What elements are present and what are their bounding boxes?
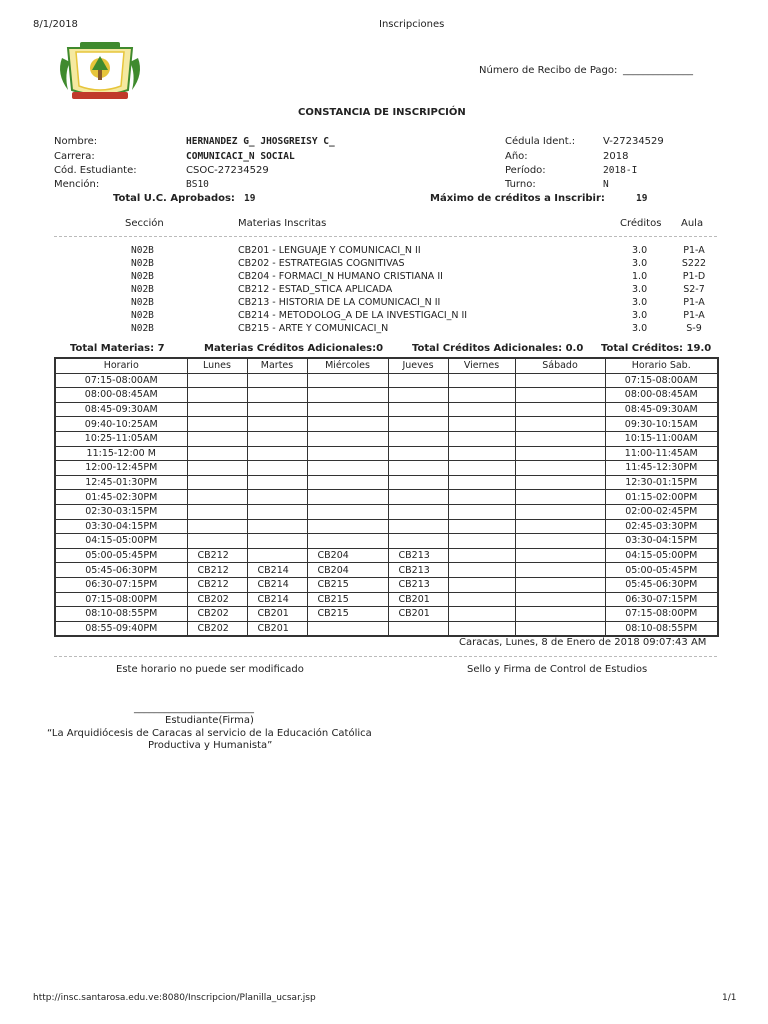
schedule-row bbox=[55, 548, 718, 563]
schedule-cell: CB201 bbox=[247, 621, 307, 636]
schedule-row bbox=[55, 607, 718, 622]
schedule-cell bbox=[515, 373, 605, 388]
schedule-cell bbox=[448, 402, 515, 417]
mencion-label: Mención: bbox=[54, 179, 100, 190]
schedule-col-header: Jueves bbox=[388, 358, 448, 373]
schedule-cell bbox=[515, 446, 605, 461]
schedule-cell bbox=[448, 373, 515, 388]
schedule-row bbox=[55, 621, 718, 636]
print-title: Inscripciones bbox=[379, 19, 445, 30]
periodo-value: 2018-I bbox=[603, 165, 638, 176]
schedule-cell bbox=[247, 548, 307, 563]
schedule-row bbox=[55, 431, 718, 446]
schedule-cell bbox=[247, 402, 307, 417]
turno-label: Turno: bbox=[505, 179, 536, 190]
schedule-time-sabado: 06:30-07:15PM bbox=[605, 592, 718, 607]
firma-label: Estudiante(Firma) bbox=[165, 715, 254, 726]
schedule-cell bbox=[307, 621, 388, 636]
schedule-cell bbox=[388, 417, 448, 432]
schedule-cell bbox=[247, 417, 307, 432]
schedule-time: 03:30-04:15PM bbox=[55, 519, 187, 534]
schedule-cell bbox=[247, 388, 307, 403]
schedule-time: 05:00-05:45PM bbox=[55, 548, 187, 563]
schedule-row bbox=[55, 490, 718, 505]
schedule-time-sabado: 02:00-02:45PM bbox=[605, 504, 718, 519]
course-creditos: 3.0 bbox=[632, 284, 648, 295]
schedule-cell bbox=[247, 475, 307, 490]
schedule-cell bbox=[515, 461, 605, 476]
schedule-cell bbox=[247, 534, 307, 549]
schedule-time: 02:30-03:15PM bbox=[55, 504, 187, 519]
course-materia: CB202 - ESTRATEGIAS COGNITIVAS bbox=[238, 258, 405, 269]
schedule-cell: CB214 bbox=[247, 577, 307, 592]
schedule-time-sabado: 05:45-06:30PM bbox=[605, 577, 718, 592]
course-seccion: N02B bbox=[131, 245, 154, 256]
total-uc-value: 19 bbox=[244, 193, 256, 204]
schedule-col-header: Lunes bbox=[187, 358, 247, 373]
cedula-label: Cédula Ident.: bbox=[505, 136, 576, 147]
schedule-cell bbox=[187, 534, 247, 549]
schedule-cell bbox=[515, 519, 605, 534]
schedule-col-header: Sábado bbox=[515, 358, 605, 373]
schedule-cell: CB215 bbox=[307, 577, 388, 592]
schedule-time-sabado: 07:15-08:00PM bbox=[605, 607, 718, 622]
schedule-cell bbox=[307, 475, 388, 490]
max-creditos-value: 19 bbox=[636, 193, 648, 204]
schedule-cell bbox=[388, 431, 448, 446]
schedule-cell bbox=[307, 402, 388, 417]
course-creditos: 3.0 bbox=[632, 323, 648, 334]
schedule-cell bbox=[247, 461, 307, 476]
schedule-row bbox=[55, 577, 718, 592]
schedule-cell: CB202 bbox=[187, 592, 247, 607]
schedule-cell bbox=[448, 548, 515, 563]
schedule-row bbox=[55, 592, 718, 607]
schedule-cell bbox=[307, 373, 388, 388]
schedule-time: 06:30-07:15PM bbox=[55, 577, 187, 592]
schedule-time: 07:15-08:00AM bbox=[55, 373, 187, 388]
course-aula-list bbox=[679, 244, 709, 335]
course-seccion: N02B bbox=[131, 271, 154, 282]
anio-value: 2018 bbox=[603, 151, 629, 162]
schedule-col-header: Martes bbox=[247, 358, 307, 373]
course-seccion: N02B bbox=[131, 284, 154, 295]
schedule-cell bbox=[515, 431, 605, 446]
schedule-cell bbox=[307, 490, 388, 505]
total-creditos: Total Créditos: 19.0 bbox=[601, 343, 712, 354]
schedule-time-sabado: 08:45-09:30AM bbox=[605, 402, 718, 417]
schedule-time: 07:15-08:00PM bbox=[55, 592, 187, 607]
schedule-cell bbox=[388, 534, 448, 549]
schedule-cell bbox=[448, 490, 515, 505]
schedule-cell: CB201 bbox=[388, 592, 448, 607]
schedule-row bbox=[55, 373, 718, 388]
schedule-cell: CB202 bbox=[187, 621, 247, 636]
schedule-cell bbox=[187, 446, 247, 461]
receipt-number-blank: ______________ bbox=[623, 65, 693, 76]
max-creditos-label: Máximo de créditos a Inscribir: bbox=[430, 193, 605, 204]
schedule-time: 11:15-12:00 M bbox=[55, 446, 187, 461]
col-aula-header: Aula bbox=[681, 218, 704, 229]
schedule-time-sabado: 08:10-08:55PM bbox=[605, 621, 718, 636]
schedule-time-sabado: 05:00-05:45PM bbox=[605, 563, 718, 578]
schedule-time-sabado: 11:00-11:45AM bbox=[605, 446, 718, 461]
schedule-cell bbox=[247, 373, 307, 388]
course-aula: P1-A bbox=[683, 297, 705, 308]
schedule-time: 08:00-08:45AM bbox=[55, 388, 187, 403]
schedule-cell bbox=[448, 475, 515, 490]
anio-label: Año: bbox=[505, 151, 528, 162]
schedule-cell bbox=[515, 388, 605, 403]
col-seccion-header: Sección bbox=[125, 218, 164, 229]
schedule-cell bbox=[307, 431, 388, 446]
schedule-cell: CB204 bbox=[307, 563, 388, 578]
carrera-value: COMUNICACI_N SOCIAL bbox=[186, 151, 295, 162]
schedule-cell bbox=[448, 577, 515, 592]
schedule-header-row bbox=[55, 358, 718, 373]
schedule-cell: CB212 bbox=[187, 563, 247, 578]
course-creditos: 3.0 bbox=[632, 310, 648, 321]
course-materia: CB204 - FORMACI_N HUMANO CRISTIANA II bbox=[238, 271, 443, 282]
col-materias-header: Materias Inscritas bbox=[238, 218, 327, 229]
schedule-time-sabado: 01:15-02:00PM bbox=[605, 490, 718, 505]
schedule-cell bbox=[247, 431, 307, 446]
course-materia: CB214 - METODOLOG_A DE LA INVESTIGACI_N II bbox=[238, 310, 468, 321]
schedule-cell bbox=[448, 563, 515, 578]
schedule-cell bbox=[187, 373, 247, 388]
schedule-cell bbox=[307, 388, 388, 403]
schedule-time: 12:45-01:30PM bbox=[55, 475, 187, 490]
quote-line-2: Productiva y Humanista” bbox=[148, 740, 273, 751]
schedule-cell bbox=[388, 475, 448, 490]
schedule-time-sabado: 08:00-08:45AM bbox=[605, 388, 718, 403]
schedule-cell: CB215 bbox=[307, 592, 388, 607]
total-materias: Total Materias: 7 bbox=[70, 343, 165, 354]
periodo-label: Período: bbox=[505, 165, 546, 176]
cedula-value: V-27234529 bbox=[603, 136, 664, 147]
col-creditos-header: Créditos bbox=[620, 218, 662, 229]
schedule-cell bbox=[448, 446, 515, 461]
schedule-cell bbox=[388, 519, 448, 534]
schedule-cell bbox=[388, 461, 448, 476]
print-date: 8/1/2018 bbox=[33, 19, 78, 30]
schedule-cell: CB214 bbox=[247, 563, 307, 578]
course-seccion: N02B bbox=[131, 323, 154, 334]
schedule-cell bbox=[515, 621, 605, 636]
schedule-cell: CB204 bbox=[307, 548, 388, 563]
quote-line-1: “La Arquidiócesis de Caracas al servicio de la Educación Católica bbox=[47, 728, 372, 739]
schedule-cell bbox=[388, 504, 448, 519]
course-creditos-list bbox=[632, 244, 647, 335]
schedule-cell bbox=[515, 534, 605, 549]
nombre-label: Nombre: bbox=[54, 136, 98, 147]
materias-creditos-adicionales: Materias Créditos Adicionales:0 bbox=[204, 343, 384, 354]
courses-divider bbox=[54, 236, 717, 237]
schedule-cell bbox=[515, 577, 605, 592]
schedule-time: 08:10-08:55PM bbox=[55, 607, 187, 622]
schedule-col-header: Miércoles bbox=[307, 358, 388, 373]
schedule-cell: CB201 bbox=[247, 607, 307, 622]
course-aula: P1-A bbox=[683, 310, 705, 321]
schedule-time-sabado: 09:30-10:15AM bbox=[605, 417, 718, 432]
course-seccion-list bbox=[131, 244, 154, 335]
schedule-cell bbox=[388, 621, 448, 636]
schedule-time-sabado: 12:30-01:15PM bbox=[605, 475, 718, 490]
schedule-time: 09:40-10:25AM bbox=[55, 417, 187, 432]
schedule-cell bbox=[187, 417, 247, 432]
schedule-cell bbox=[307, 417, 388, 432]
print-page-number: 1/1 bbox=[722, 993, 737, 1003]
course-materia: CB212 - ESTAD_STICA APLICADA bbox=[238, 284, 393, 295]
firma-line: ________________________ bbox=[134, 703, 254, 714]
schedule-cell bbox=[515, 417, 605, 432]
schedule-row bbox=[55, 504, 718, 519]
schedule-cell bbox=[388, 373, 448, 388]
schedule-cell: CB214 bbox=[247, 592, 307, 607]
receipt-label: Número de Recibo de Pago: bbox=[479, 65, 618, 76]
schedule-cell bbox=[187, 461, 247, 476]
schedule-cell bbox=[388, 388, 448, 403]
schedule-cell bbox=[247, 504, 307, 519]
schedule-cell: CB213 bbox=[388, 577, 448, 592]
schedule-col-header: Horario bbox=[55, 358, 187, 373]
course-seccion: N02B bbox=[131, 258, 154, 269]
schedule-cell bbox=[388, 490, 448, 505]
course-aula: S2-7 bbox=[683, 284, 705, 295]
schedule-cell bbox=[247, 446, 307, 461]
nombre-value: HERNANDEZ G_ JHOSGREISY C_ bbox=[186, 136, 335, 147]
schedule-time-sabado: 10:15-11:00AM bbox=[605, 431, 718, 446]
print-url: http://insc.santarosa.edu.ve:8080/Inscripcion/Planilla_ucsar.jsp bbox=[33, 993, 316, 1003]
schedule-time-sabado: 07:15-08:00AM bbox=[605, 373, 718, 388]
course-materia: CB201 - LENGUAJE Y COMUNICACI_N II bbox=[238, 245, 421, 256]
schedule-time: 05:45-06:30PM bbox=[55, 563, 187, 578]
schedule-cell bbox=[187, 490, 247, 505]
footer-divider bbox=[54, 656, 717, 657]
schedule-cell bbox=[187, 388, 247, 403]
schedule-time-sabado: 02:45-03:30PM bbox=[605, 519, 718, 534]
mencion-value: BS10 bbox=[186, 179, 209, 190]
schedule-cell: CB213 bbox=[388, 563, 448, 578]
schedule-cell: CB213 bbox=[388, 548, 448, 563]
schedule-cell bbox=[448, 534, 515, 549]
schedule-cell bbox=[307, 461, 388, 476]
schedule-cell bbox=[448, 417, 515, 432]
schedule-col-header: Viernes bbox=[448, 358, 515, 373]
schedule-cell bbox=[515, 490, 605, 505]
sello-firma-label: Sello y Firma de Control de Estudios bbox=[467, 664, 648, 675]
cod-estudiante-value: CSOC-27234529 bbox=[186, 165, 269, 176]
schedule-cell bbox=[247, 519, 307, 534]
course-aula: S222 bbox=[681, 258, 707, 269]
course-aula: S-9 bbox=[686, 323, 702, 334]
schedule-cell bbox=[307, 534, 388, 549]
schedule-cell bbox=[515, 504, 605, 519]
course-aula: P1-D bbox=[682, 271, 706, 282]
course-materia-list bbox=[238, 244, 467, 335]
schedule-time: 08:45-09:30AM bbox=[55, 402, 187, 417]
schedule-cell bbox=[448, 592, 515, 607]
carrera-label: Carrera: bbox=[54, 151, 95, 162]
schedule-time: 08:55-09:40PM bbox=[55, 621, 187, 636]
schedule-row bbox=[55, 534, 718, 549]
schedule-cell bbox=[247, 490, 307, 505]
schedule-cell bbox=[187, 519, 247, 534]
schedule-cell bbox=[448, 621, 515, 636]
page-title: CONSTANCIA DE INSCRIPCIÓN bbox=[298, 107, 466, 118]
schedule-row bbox=[55, 461, 718, 476]
course-seccion: N02B bbox=[131, 310, 154, 321]
place-date: Caracas, Lunes, 8 de Enero de 2018 09:07:43 AM bbox=[459, 637, 707, 648]
total-uc-label: Total U.C. Aprobados: bbox=[113, 193, 235, 204]
course-creditos: 3.0 bbox=[632, 245, 648, 256]
schedule-row bbox=[55, 446, 718, 461]
schedule-cell bbox=[515, 563, 605, 578]
schedule-cell bbox=[515, 592, 605, 607]
schedule-time: 10:25-11:05AM bbox=[55, 431, 187, 446]
course-materia: CB215 - ARTE Y COMUNICACI_N bbox=[238, 323, 389, 334]
schedule-cell bbox=[448, 519, 515, 534]
schedule-cell: CB212 bbox=[187, 548, 247, 563]
schedule-time-sabado: 04:15-05:00PM bbox=[605, 548, 718, 563]
cod-estudiante-label: Cód. Estudiante: bbox=[54, 165, 137, 176]
course-creditos: 1.0 bbox=[632, 271, 648, 282]
schedule-cell bbox=[388, 402, 448, 417]
schedule-row bbox=[55, 417, 718, 432]
course-materia: CB213 - HISTORIA DE LA COMUNICACI_N II bbox=[238, 297, 441, 308]
schedule-cell bbox=[515, 475, 605, 490]
schedule-col-header: Horario Sab. bbox=[605, 358, 718, 373]
schedule-table bbox=[54, 357, 719, 637]
schedule-cell: CB202 bbox=[187, 607, 247, 622]
schedule-cell: CB212 bbox=[187, 577, 247, 592]
course-aula: P1-A bbox=[683, 245, 705, 256]
schedule-cell bbox=[187, 402, 247, 417]
schedule-cell bbox=[515, 548, 605, 563]
schedule-time: 12:00-12:45PM bbox=[55, 461, 187, 476]
course-creditos: 3.0 bbox=[632, 258, 648, 269]
schedule-cell bbox=[448, 431, 515, 446]
course-seccion: N02B bbox=[131, 297, 154, 308]
schedule-cell bbox=[448, 607, 515, 622]
schedule-cell bbox=[448, 461, 515, 476]
schedule-cell bbox=[187, 431, 247, 446]
schedule-body bbox=[55, 373, 718, 636]
schedule-time: 04:15-05:00PM bbox=[55, 534, 187, 549]
schedule-cell bbox=[187, 504, 247, 519]
turno-value: N bbox=[603, 179, 609, 190]
schedule-cell bbox=[448, 504, 515, 519]
schedule-row bbox=[55, 402, 718, 417]
schedule-time-sabado: 11:45-12:30PM bbox=[605, 461, 718, 476]
course-creditos: 3.0 bbox=[632, 297, 648, 308]
schedule-row bbox=[55, 563, 718, 578]
total-creditos-adicionales: Total Créditos Adicionales: 0.0 bbox=[412, 343, 584, 354]
schedule-time-sabado: 03:30-04:15PM bbox=[605, 534, 718, 549]
schedule-row bbox=[55, 388, 718, 403]
schedule-cell: CB215 bbox=[307, 607, 388, 622]
schedule-cell: CB201 bbox=[388, 607, 448, 622]
schedule-cell bbox=[307, 504, 388, 519]
schedule-cell bbox=[515, 607, 605, 622]
schedule-row bbox=[55, 519, 718, 534]
schedule-cell bbox=[388, 446, 448, 461]
schedule-row bbox=[55, 475, 718, 490]
schedule-time: 01:45-02:30PM bbox=[55, 490, 187, 505]
schedule-cell bbox=[187, 475, 247, 490]
no-modificable-note: Este horario no puede ser modificado bbox=[116, 664, 304, 675]
schedule-cell bbox=[307, 446, 388, 461]
schedule-cell bbox=[515, 402, 605, 417]
schedule-cell bbox=[448, 388, 515, 403]
schedule-cell bbox=[307, 519, 388, 534]
institution-seal-logo bbox=[54, 38, 146, 102]
